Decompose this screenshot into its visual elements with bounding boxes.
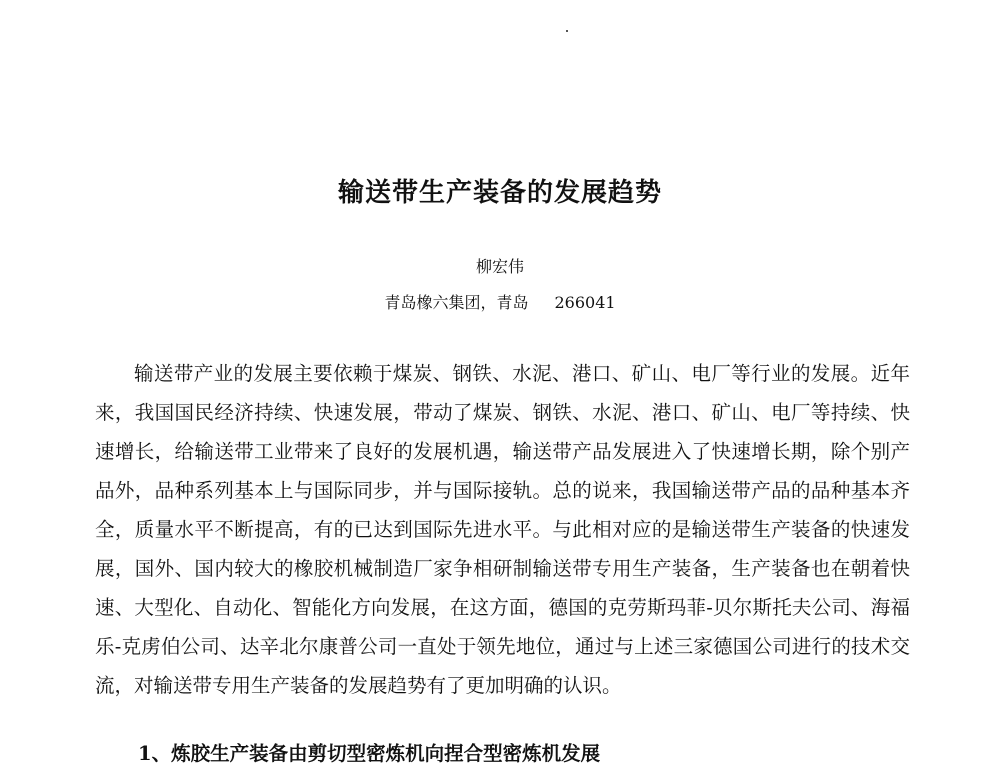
- author-name: 柳宏伟: [475, 257, 524, 276]
- intro-paragraph: 输送带产业的发展主要依赖于煤炭、钢铁、水泥、港口、矿山、电厂等行业的发展。近年来，我国国民经济持续、快速发展，带动了煤炭、钢铁、水泥、港口、矿山、电厂等持续、快速增长，给输送带工业带来了良好的发展机遇，输送带产品发展进入了快速增长期，除个别产品外，品种系列基本上与国际同步，并与国际接轨。总的说来，我国输送带产品的品种基本齐全，质量水平不断提高，有的已达到国际先进水平。与此相对应的是输送带生产装备的快速发展，国外、国内较大的橡胶机械制造厂家争相研制输送带专用生产装备，生产装备也在朝着快速、大型化、自动化、智能化方向发展，在这方面，德国的克劳斯玛菲-贝尔斯托夫公司、海福乐-克虏伯公司、达辛北尔康普公司一直处于领先地位，通过与上述三家德国公司进行的技术交流，对输送带专用生产装备的发展趋势有了更加明确的认识。: [95, 362, 910, 697]
- author-affiliation: [0, 290, 1000, 313]
- affiliation-postcode: 266041: [554, 293, 616, 312]
- scan-speck: [566, 30, 568, 32]
- section-heading: 1、炼胶生产装备由剪切型密炼机向捏合型密炼机发展: [138, 742, 601, 765]
- affiliation-organization: 青岛橡六集团，青岛: [384, 293, 529, 312]
- paper-title: 输送带生产装备的发展趋势: [337, 178, 662, 208]
